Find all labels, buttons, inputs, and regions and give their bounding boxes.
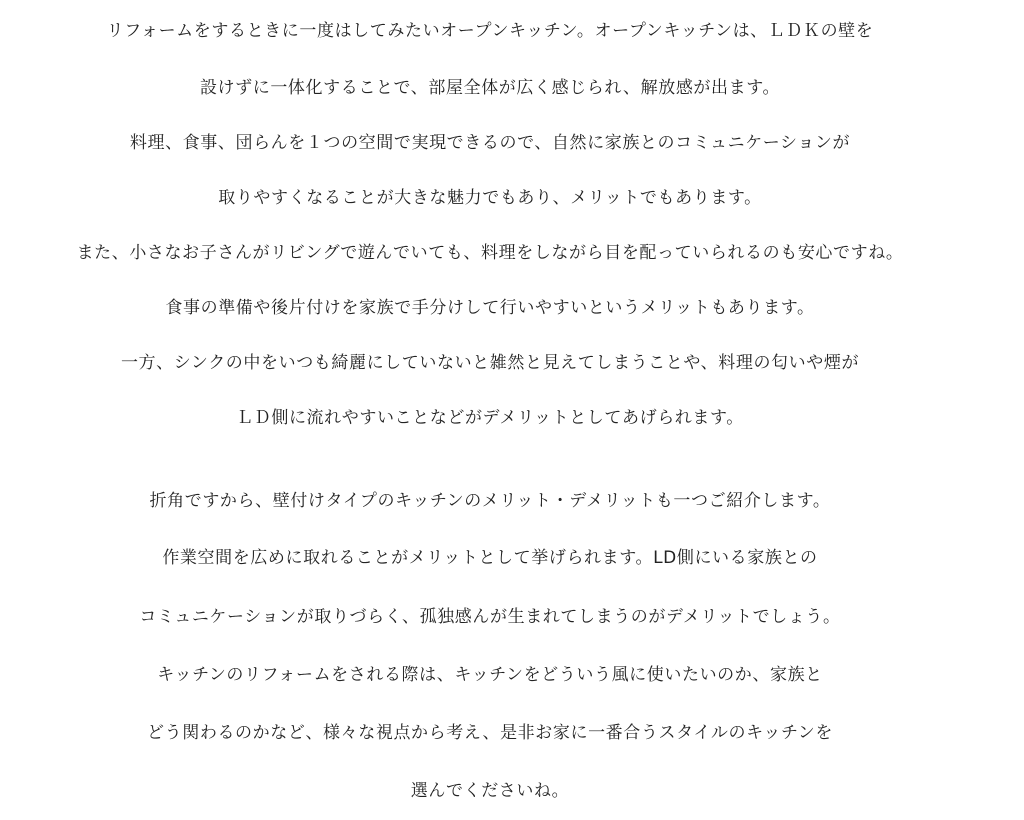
paragraph-line: ＬＤ側に流れやすいことなどがデメリットとしてあげられます。	[236, 408, 744, 428]
paragraph-line: 設けずに一体化することで、部屋全体が広く感じられ、解放感が出ます。	[199, 78, 781, 98]
paragraph-line: どう関わるのかなど、様々な視点から考え、是非お家に一番合うスタイルのキッチンを	[147, 723, 833, 743]
paragraph-line: 取りやすくなることが大きな魅力でもあり、メリットでもあります。	[218, 188, 762, 208]
paragraph-line: コミュニケーションが取りづらく、孤独感んが生まれてしまうのがデメリットでしょう。	[139, 607, 841, 627]
paragraph-line: 一方、シンクの中をいつも綺麗にしていないと雑然と見えてしまうことや、料理の匂いや煙が	[120, 353, 860, 373]
paragraph-line: 料理、食事、団らんを１つの空間で実現できるので、自然に家族とのコミュニケーションが	[129, 133, 851, 153]
paragraph-line: キッチンのリフォームをされる際は、キッチンをどういう風に使いたいのか、家族と	[157, 665, 823, 685]
paragraph-line: リフォームをするときに一度はしてみたいオープンキッチン。オープンキッチンは、ＬＤＫの壁を	[106, 21, 874, 41]
paragraph-line: 食事の準備や後片付けを家族で手分けして行いやすいというメリットもあります。	[165, 298, 815, 318]
paragraph-line: 選んでくださいね。	[410, 781, 570, 801]
paragraph-line: 作業空間を広めに取れることがメリットとして挙げられます。LD側にいる家族との	[162, 548, 818, 568]
paragraph-line: 折角ですから、壁付けタイプのキッチンのメリット・デメリットも一つご紹介します。	[149, 491, 831, 511]
paragraph-line: また、小さなお子さんがリビングで遊んでいても、料理をしながら目を配っていられるのも安心ですね。	[76, 243, 904, 263]
